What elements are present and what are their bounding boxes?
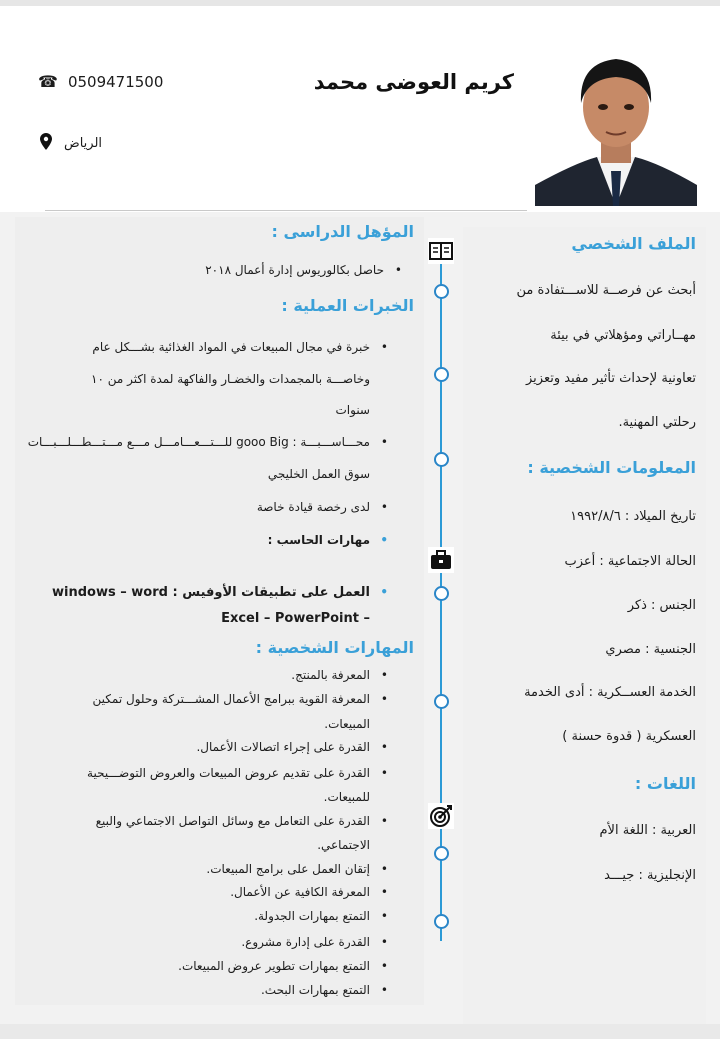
- skill-item: • القدرة على التعامل مع وسائل التواصل الاجتماعي والبيع: [96, 814, 370, 828]
- target-icon: [428, 803, 454, 829]
- experience-continuation: سوق العمل الخليجي: [267, 467, 370, 481]
- skill-item: • القدرة على تقديم عروض المبيعات والعروض التوضـــيحية: [87, 766, 370, 780]
- location-text: الرياض: [64, 136, 103, 151]
- timeline-dot: [434, 694, 449, 709]
- location-pin-icon: [40, 133, 52, 154]
- languages-title: اللغات :: [634, 774, 696, 793]
- right-panel: [463, 227, 706, 1024]
- profile-title: الملف الشخصي: [571, 234, 696, 253]
- book-icon: [428, 238, 454, 264]
- info-line: تاريخ الميلاد : ١٩٩٢/٨/٦: [570, 509, 696, 524]
- education-item: • حاصل بكالوريوس إدارة أعمال ٢٠١٨: [205, 263, 384, 277]
- skill-item: • المعرفة الكافية عن الأعمال.: [230, 885, 370, 899]
- personal-info-title: المعلومات الشخصية :: [527, 458, 696, 477]
- timeline-dot: [434, 284, 449, 299]
- info-line: الحالة الاجتماعية : أعزب: [564, 554, 696, 569]
- timeline-dot: [434, 367, 449, 382]
- skill-item: • التمتع بمهارات تطوير عروض المبيعات.: [178, 959, 370, 973]
- timeline-dot: [434, 914, 449, 929]
- timeline-dot: [434, 846, 449, 861]
- info-line: الجنسية : مصري: [605, 642, 696, 657]
- info-line: الجنس : ذكر: [627, 598, 696, 613]
- personal-skills-title: المهارات الشخصية :: [255, 638, 414, 657]
- computer-skills-item: • العمل على تطبيقات الأوفيس : windows – word: [52, 585, 370, 600]
- info-line: العسكرية ( قدوة حسنة ): [562, 729, 696, 744]
- skill-item: • المعرفة بالمنتج.: [291, 668, 370, 682]
- info-line: الخدمة العســكرية : أدى الخدمة: [524, 685, 696, 700]
- skill-item: • التمتع بمهارات البحث.: [261, 983, 370, 997]
- bottom-strip: [0, 1024, 720, 1039]
- skill-item: • إتقان العمل على برامج المبيعات.: [206, 862, 370, 876]
- profile-line: مهــاراتي ومؤهلاتي في بيئة: [550, 328, 696, 343]
- skill-item: • القدرة على إدارة مشروع.: [241, 935, 370, 949]
- profile-line: رحلتي المهنية.: [618, 415, 696, 430]
- header-divider: [45, 210, 527, 211]
- profile-line: أبحث عن فرصــة للاســـتفادة من: [516, 283, 696, 298]
- timeline-dot: [434, 452, 449, 467]
- experience-item: • خبرة في مجال المبيعات في المواد الغذائية بشـــكل عام: [92, 340, 370, 354]
- education-title: المؤهل الدراسى :: [271, 222, 414, 241]
- phone-row: [38, 72, 163, 91]
- experience-continuation: سنوات: [335, 403, 370, 417]
- skill-item: • القدرة على إجراء اتصالات الأعمال.: [196, 740, 370, 754]
- skill-item: • المعرفة القوية ببرامج الأعمال المشـــتركة وحلول تمكين: [93, 692, 371, 706]
- skill-continuation: المبيعات.: [324, 717, 370, 731]
- skill-continuation: الاجتماعي.: [317, 838, 370, 852]
- experience-item: • لدى رخصة قيادة خاصة: [257, 500, 370, 514]
- briefcase-icon: [428, 547, 454, 573]
- phone-number: 0509471500: [67, 72, 164, 91]
- experience-item: • محـــاســـبـــة : gooo Big للـــتـــعـــامـــل مـــع مـــتـــطـــلـــبـــات: [28, 435, 370, 449]
- experience-title: الخبرات العملية :: [281, 296, 414, 315]
- experience-continuation: وخاصـــة بالمجمدات والخضـار والفاكهة لمدة اكثر من ١٠: [91, 372, 370, 386]
- timeline-dot: [434, 586, 449, 601]
- telephone-icon: ☎: [38, 72, 58, 91]
- location-row: [40, 133, 102, 154]
- skill-continuation: للمبيعات.: [323, 790, 370, 804]
- computer-skills-continuation: – Excel – PowerPoint: [221, 611, 370, 626]
- full-name: كريم العوضى محمد: [313, 70, 514, 94]
- profile-line: تعاونية لإحداث تأثير مفيد وتعزيز: [525, 371, 696, 386]
- language-line: الإنجليزية : جيـــد: [604, 868, 696, 883]
- computer-skills-title: • مهارات الحاسب :: [268, 533, 370, 547]
- skill-item: • التمتع بمهارات الجدولة.: [254, 909, 370, 923]
- language-line: العربية : اللغة الأم: [599, 823, 696, 838]
- profile-photo: [535, 45, 697, 206]
